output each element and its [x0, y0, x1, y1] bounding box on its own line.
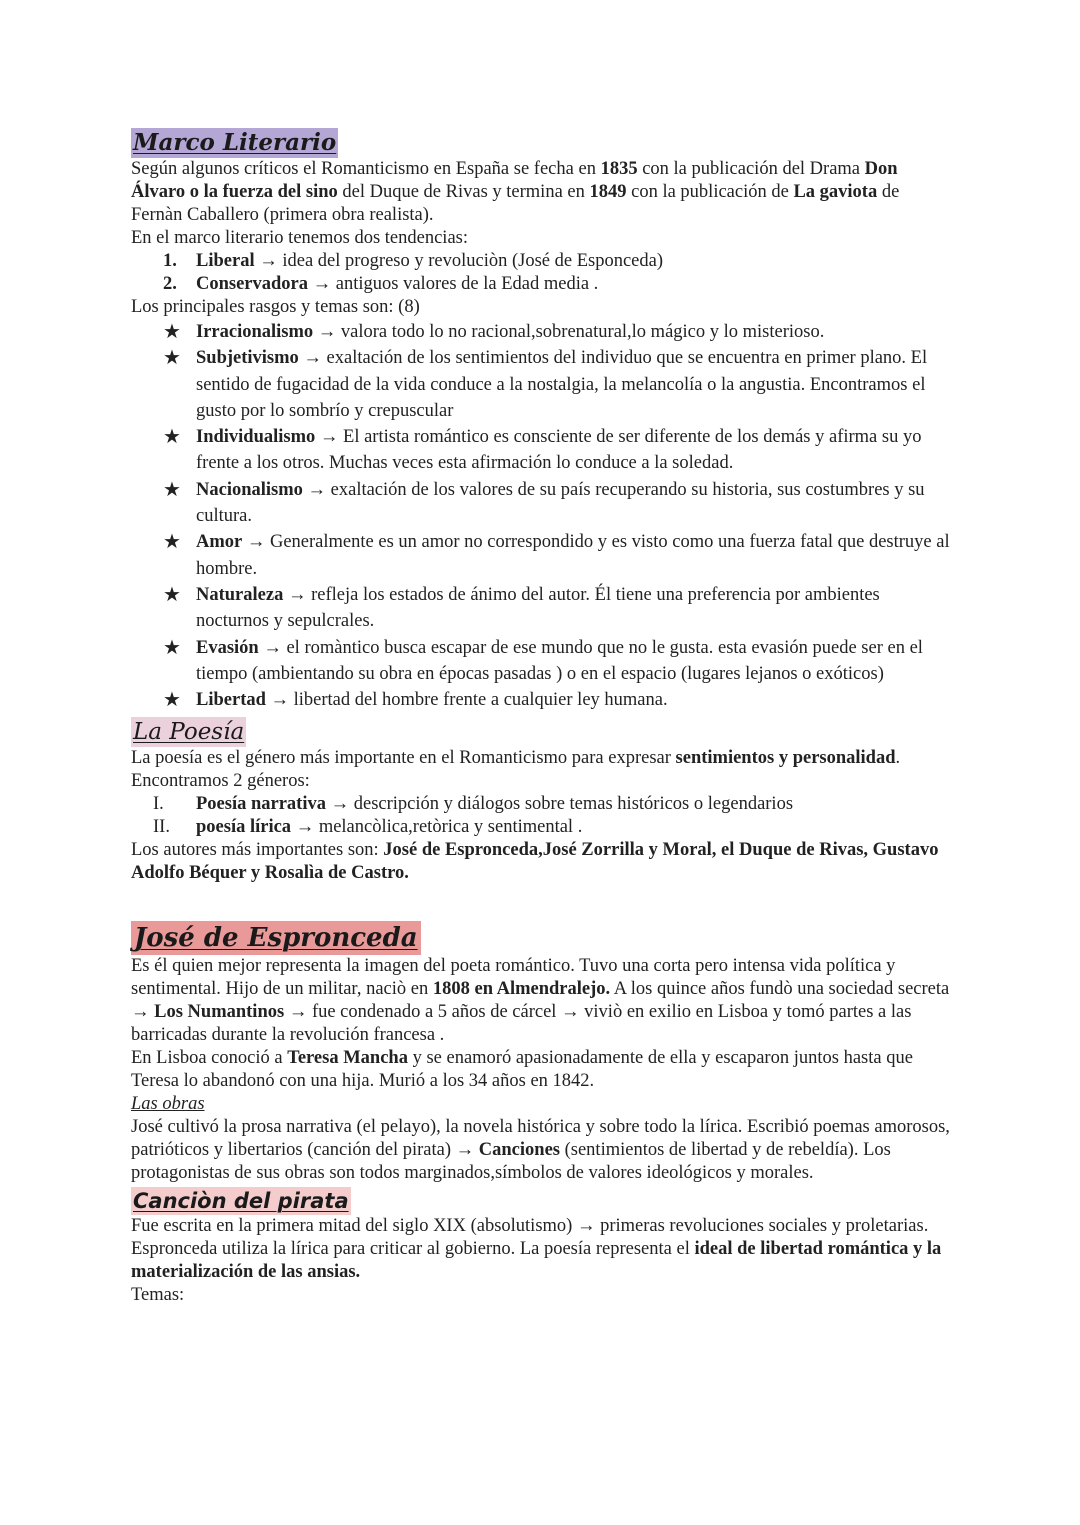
list-number: 1. — [163, 251, 177, 271]
list-item — [131, 424, 951, 477]
star-icon: ★ — [163, 426, 181, 449]
rasgos-intro: Los principales rasgos y temas son: (8) — [131, 297, 420, 317]
document-page — [131, 128, 951, 1307]
text-run: En Lisboa conoció a — [131, 1048, 288, 1069]
text-run: Los autores más importantes son: — [131, 840, 384, 861]
text-run: José cultivó la prosa narrativa (el pelayo), la novela histórica y sobre todo la lírica. Escribió poemas amorosos, patrióticos y libertarios (canción del pirata) → — [131, 1117, 950, 1161]
heading-la-poesia: La Poesía — [133, 719, 245, 746]
espronceda-bio-paragraph — [131, 955, 951, 1047]
list-item — [131, 793, 951, 816]
term-desc: → libertad del hombre frente a cualquier ley humana. — [265, 690, 668, 711]
generos-list — [131, 793, 951, 839]
term: Poesía narrativa — [196, 794, 326, 815]
poesia-autores-paragraph — [131, 839, 951, 885]
bold-text-run: José de Espronceda,José Zorrilla y Moral, el Duque de Rivas, Gustavo Adolfo Béquer y Rosalìa de Castro. — [131, 840, 939, 884]
term-liberal: Liberal — [196, 251, 255, 271]
heading-marco-literario: Marco Literario — [133, 129, 337, 156]
list-item — [131, 687, 951, 713]
term-desc: → El artista romántico es consciente de ser diferente de los demás y afirma su yo frente a los otros. Muchas veces esta afirmación lo conduce a la soledad. — [196, 427, 922, 474]
text-run: → fue condenado a 5 años de cárcel → viviò en exilio en Lisboa y tomó partes a las barricadas durante la revolución francesa . — [131, 1002, 912, 1046]
star-icon: ★ — [163, 636, 181, 659]
list-item — [131, 250, 951, 273]
term-conservadora: Conservadora — [196, 274, 309, 294]
term: Amor — [196, 532, 243, 553]
list-item — [131, 273, 951, 296]
list-item — [131, 477, 951, 530]
bold-text-run: Teresa Mancha — [287, 1048, 408, 1069]
text-run: de Fernàn Caballero (primera obra realista). — [131, 182, 900, 225]
poesia-intro-paragraph — [131, 747, 951, 793]
heading-cancion-del-pirata: Canciòn del pirata — [133, 1189, 349, 1214]
marco-tendencias-intro: En el marco literario tenemos dos tendencias: — [131, 228, 468, 248]
subheading-las-obras: Las obras — [131, 1094, 205, 1115]
star-icon: ★ — [163, 531, 181, 554]
list-item — [131, 582, 951, 635]
star-icon: ★ — [163, 583, 181, 606]
rasgos-list — [131, 319, 951, 713]
cancion-paragraph — [131, 1215, 951, 1284]
term: Nacionalismo — [196, 479, 303, 500]
text-run: Es él quien mejor representa la imagen del poeta romántico. Tuvo una corta pero intensa vida política y sentimental. Hijo de un militar, naciò en — [131, 956, 896, 1000]
term-desc: → refleja los estados de ánimo del autor. Él tiene una preferencia por ambientes nocturnos y sepulcrales. — [196, 584, 880, 632]
term-desc: → exaltación de los sentimientos del individuo que se encuentra en primer plano. El sentido de fugacidad de la vida conduce a la nostalgia, la melancolía o la angustia. Encontramos el gusto por lo sombrío y crepuscular — [196, 348, 928, 421]
list-item — [131, 319, 951, 345]
cancion-temas: Temas: — [131, 1285, 185, 1306]
text-run: del Duque de Rivas y termina en — [337, 182, 590, 202]
term-desc: → melancòlica,retòrica y sentimental . — [295, 817, 583, 838]
bold-text-run: sentimientos y personalidad — [675, 748, 896, 769]
term: Subjetivismo — [196, 348, 299, 369]
text-run: con la publicación del Drama — [637, 159, 865, 179]
text-run: A los quince años fundò una sociedad secreta → — [131, 979, 950, 1023]
star-icon: ★ — [163, 321, 181, 343]
text-run: . Encontramos 2 géneros: — [131, 748, 901, 792]
list-item — [131, 816, 951, 839]
text-run: Fue escrita en la primera mitad del siglo XIX (absolutismo) → primeras revoluciones sociales y proletarias. Espronceda utiliza la lírica para criticar al gobierno. La poesía representa el — [131, 1216, 929, 1260]
term-desc: → el romàntico busca escapar de ese mundo que no le gusta. esta evasión puede ser en el tiempo (ambientando su obra en épocas pasadas ) o en el espacio (lugares lejanos o exóticos) — [196, 637, 923, 684]
tendencias-list — [131, 250, 951, 296]
term-desc: → descripción y diálogos sobre temas históricos o legendarios — [326, 794, 794, 815]
heading-jose-de-espronceda: José de Espronceda — [131, 921, 421, 955]
term: Evasión — [196, 637, 259, 658]
text-run: con la publicación de — [626, 182, 794, 202]
term-desc: → exaltación de los valores de su país recuperando su historia, sus costumbres y su cultura. — [196, 479, 925, 527]
espronceda-obras-paragraph — [131, 1116, 951, 1185]
espronceda-lisboa-paragraph — [131, 1047, 951, 1093]
list-number: II. — [153, 817, 170, 838]
list-item — [131, 529, 951, 582]
star-icon: ★ — [163, 347, 181, 370]
term-desc: → Generalmente es un amor no correspondido y es visto como una fuerza fatal que destruye al hombre. — [196, 532, 950, 579]
bold-text-run: Los Numantinos — [154, 1002, 285, 1023]
bold-text-run: Canciones — [478, 1140, 560, 1161]
term: Libertad — [196, 690, 266, 711]
term: Individualismo — [196, 427, 316, 448]
bold-text-run: ideal de libertad romántica y la materialización de las ansias. — [131, 1239, 942, 1283]
text-run: Según algunos críticos el Romanticismo en España se fecha en — [131, 159, 601, 179]
term-desc: → idea del progreso y revoluciòn (José de Esponceda) — [254, 251, 664, 271]
term-desc: → valora todo lo no racional,sobrenatural,lo mágico y lo misterioso. — [313, 322, 825, 342]
bold-text-run: 1835 — [600, 159, 638, 179]
term: poesía lírica — [196, 817, 296, 838]
term-desc: → antiguos valores de la Edad media . — [308, 274, 599, 294]
list-item — [131, 635, 951, 688]
star-icon: ★ — [163, 478, 181, 501]
list-number: I. — [153, 794, 164, 815]
term: Irracionalismo — [196, 322, 314, 342]
text-run: (sentimientos de libertad y de rebeldía). Los protagonistas de sus obras son todos marginados,símbolos de valores ideológicos y morales. — [131, 1140, 891, 1184]
list-number: 2. — [163, 274, 177, 294]
bold-text-run: 1808 en Almendralejo. — [432, 979, 611, 1000]
term: Naturaleza — [196, 584, 284, 605]
bold-text-run: 1849 — [589, 182, 627, 202]
marco-intro-paragraph — [131, 158, 951, 227]
text-run: La poesía es el género más importante en el Romanticismo para expresar — [131, 748, 676, 769]
list-item — [131, 345, 951, 424]
bold-text-run: La gaviota — [793, 182, 878, 202]
bold-text-run: Don Álvaro o la fuerza del sino — [131, 159, 898, 202]
star-icon: ★ — [163, 689, 181, 712]
text-run: y se enamoró apasionadamente de ella y escaparon juntos hasta que Teresa lo abandonó con una hija. Murió a los 34 años en 1842. — [131, 1048, 913, 1092]
